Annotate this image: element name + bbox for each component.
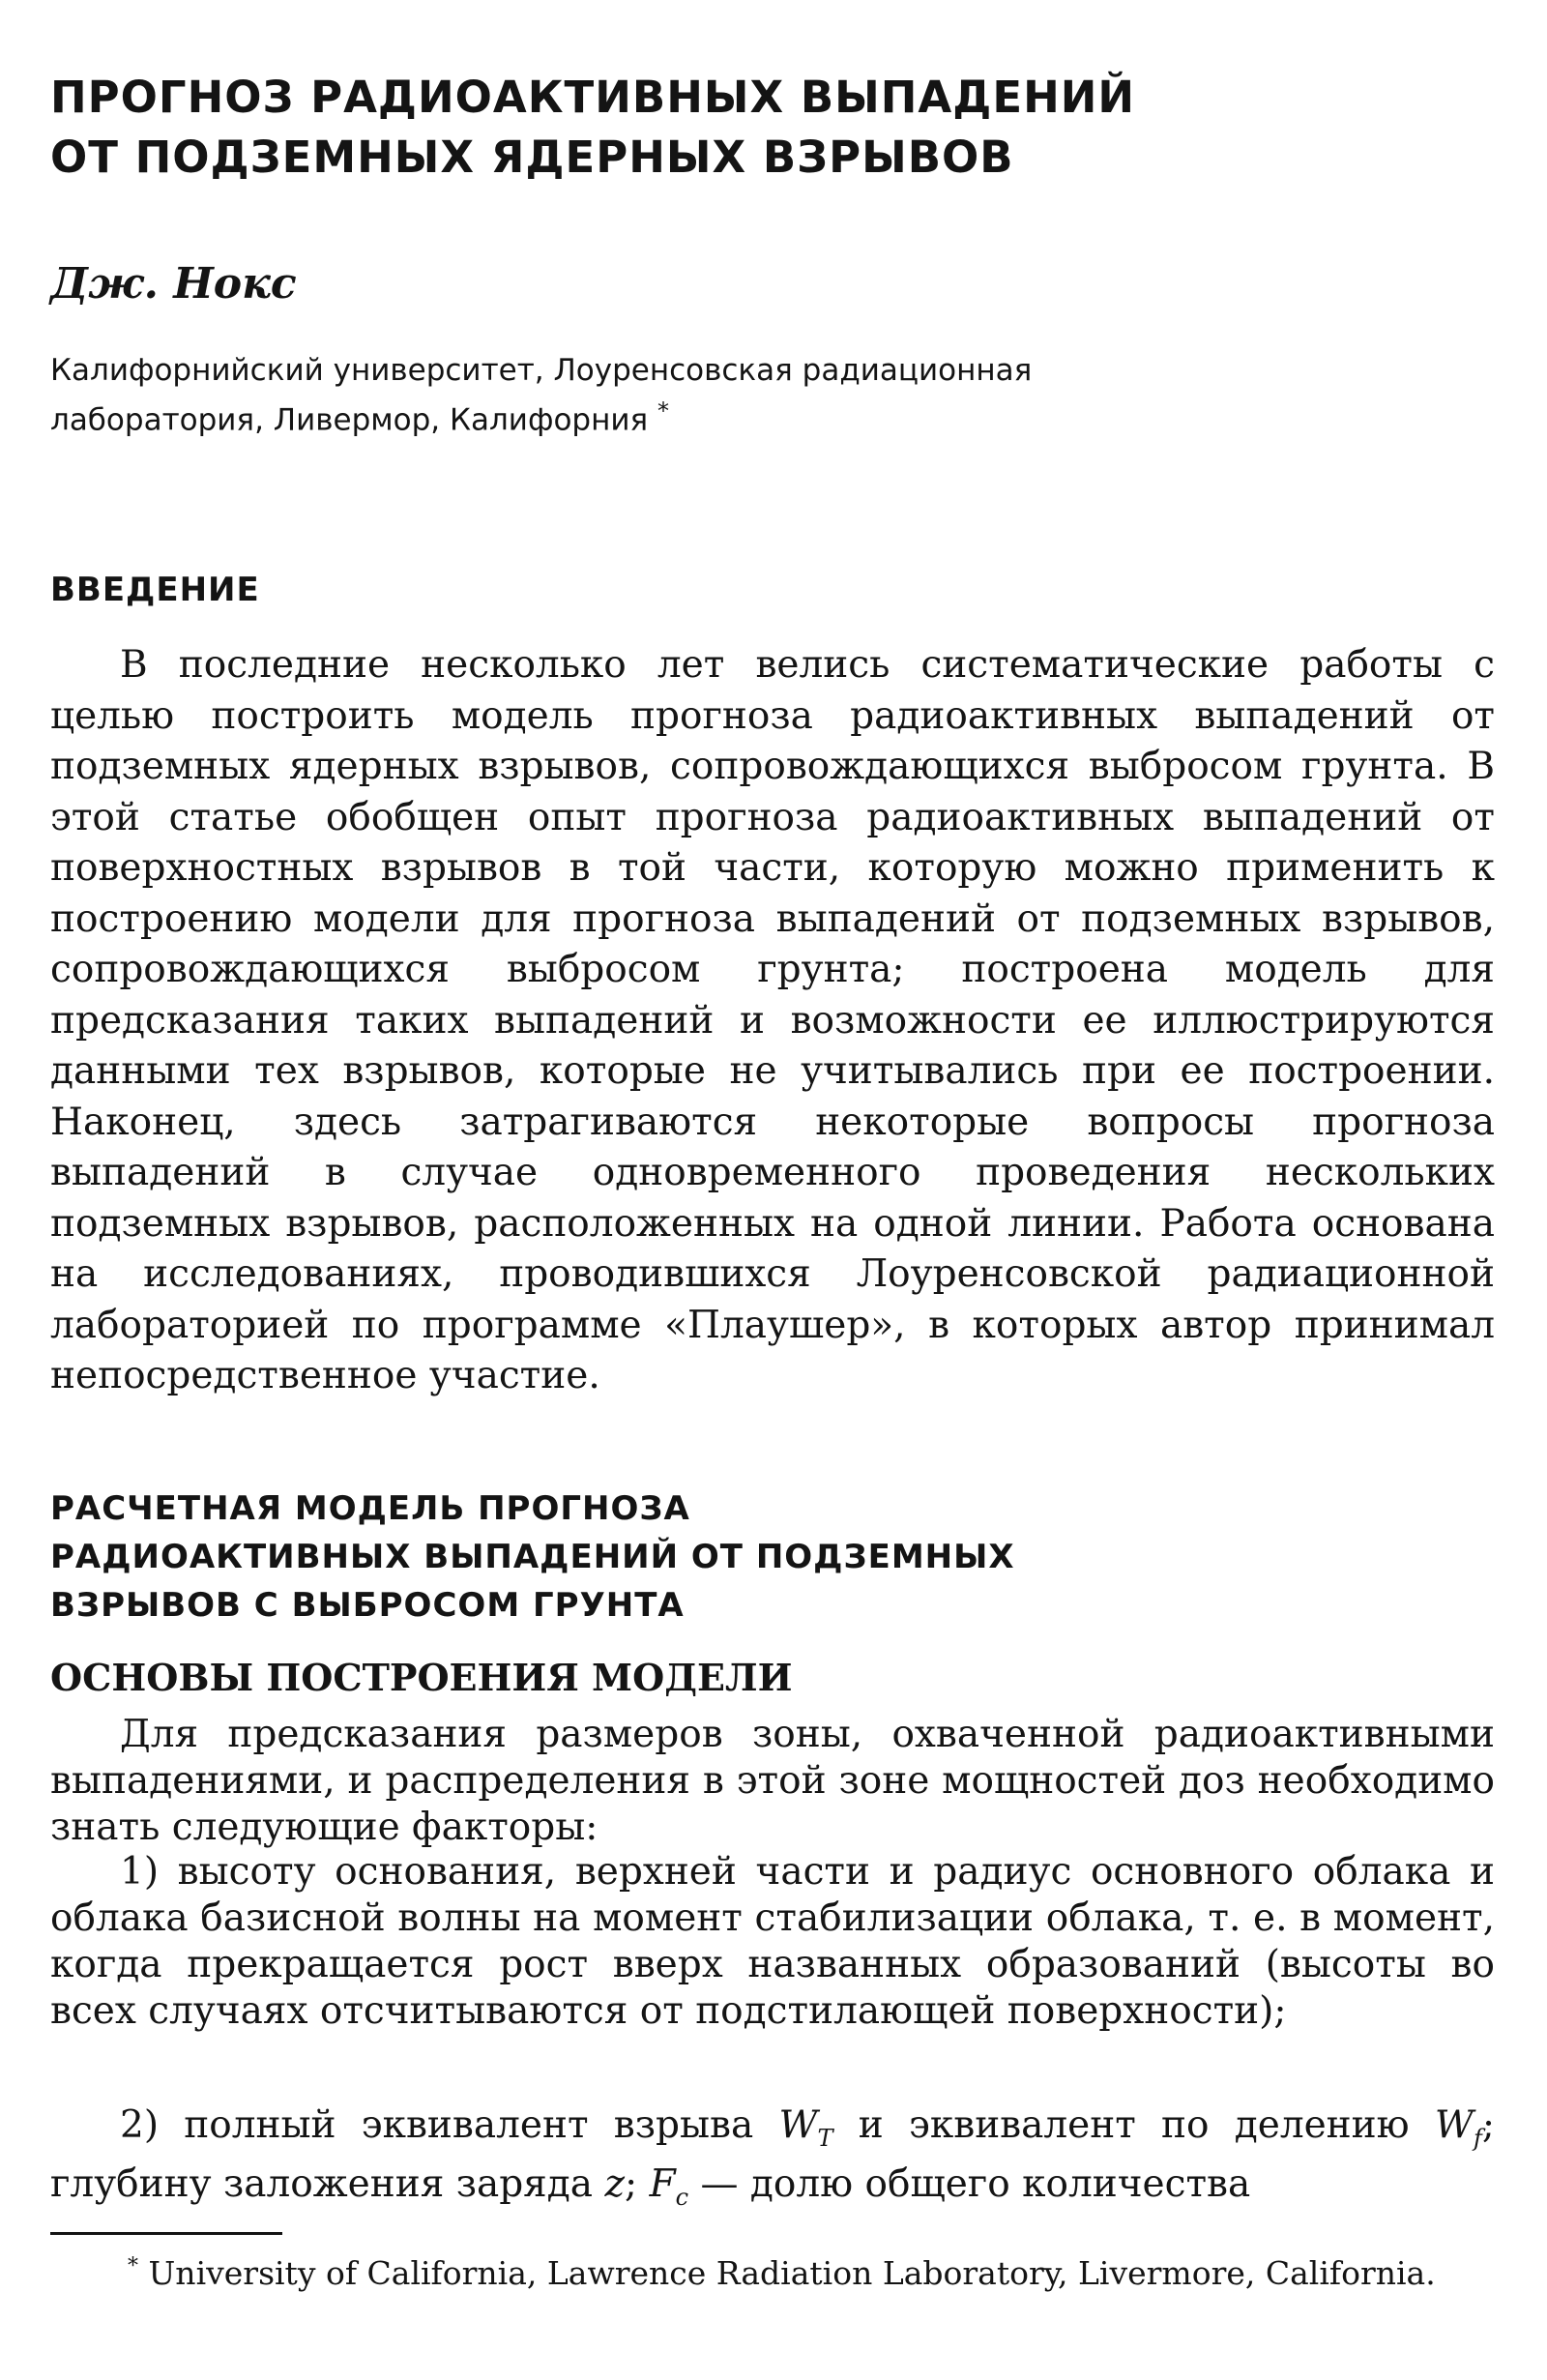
factor-2-text-d: ;	[625, 2161, 638, 2206]
symbol-f-subscript-c: c	[675, 2183, 689, 2211]
symbol-w: W	[1434, 2103, 1474, 2147]
footnote-text: University of California, Lawrence Radiation Laboratory, Livermore, California.	[148, 2254, 1436, 2292]
article-title	[50, 68, 1307, 188]
section-heading-line-2: РАДИОАКТИВНЫХ ВЫПАДЕНИЙ ОТ ПОДЗЕМНЫХ	[50, 1538, 1015, 1576]
section-heading	[50, 1484, 1015, 1630]
footnote	[50, 2246, 1495, 2295]
section-heading-line-1: РАСЧЕТНАЯ МОДЕЛЬ ПРОГНОЗА	[50, 1489, 690, 1528]
factor-2-text-c: ; глубину заложения заряда	[50, 2103, 1495, 2206]
symbol-w-subscript-f: f	[1473, 2124, 1482, 2152]
symbol-z: z	[604, 2161, 626, 2206]
factor-2-text-b: и эквивалент по делению	[858, 2103, 1410, 2147]
symbol-w-subscript-t: T	[817, 2124, 833, 2152]
factors-intro-paragraph: Для предсказания размеров зоны, охваченной радиоактивными выпадениями, и распределения в этой зоне мощностей доз необходимо знать следующие факторы:	[50, 1713, 1495, 1849]
affiliation-footnote-mark: *	[657, 397, 670, 425]
section-heading-line-3: ВЗРЫВОВ С ВЫБРОСОМ ГРУНТА	[50, 1586, 685, 1625]
factor-2-text-e: — долю общего количества	[700, 2161, 1251, 2206]
factor-item-1: 1) высоту основания, верхней части и радиус основного облака и облака базисной волны на момент стабилизации облака, т. е. в момент, когда прекращается рост вверх названных образований (высоты во всех случаях отсчитываются от подстилающей поверхности);	[50, 1850, 1495, 2033]
symbol-w-fission	[1434, 2103, 1482, 2152]
intro-heading: ВВЕДЕНИЕ	[50, 571, 260, 609]
factor-2-text-a: 2) полный эквивалент взрыва	[120, 2103, 754, 2147]
author-affiliation	[50, 350, 1249, 440]
symbol-f-c	[649, 2161, 689, 2211]
subsection-heading: ОСНОВЫ ПОСТРОЕНИЯ МОДЕЛИ	[50, 1656, 793, 1699]
intro-paragraph: В последние несколько лет велись систематические работы с целью построить модель прогноза радиоактивных выпадений от подземных ядерных взрывов, сопровождающихся выбросом грунта. В этой статье обобщен опыт прогноза радиоактивных выпадений от поверхностных взрывов в той части, которую можно применить к построению модели для прогноза выпадений от подземных взрывов, сопровождающихся выбросом грунта; построена модель для предсказания таких выпадений и возможности ее иллюстрируются данными тех взрывов, которые не учитывались при ее построении. Наконец, здесь затрагиваются некоторые вопросы прогноза выпадений в случае одновременного проведения нескольких подземных взрывов, расположенных на одной линии. Работа основана на исследованиях, проводившихся Лоуренсовской радиационной лабораторией по программе «Плаушер», в которых автор принимал непосредственное участие.	[50, 643, 1495, 1397]
factor-item-2	[50, 2102, 1495, 2220]
symbol-w-total	[778, 2103, 833, 2152]
footnote-mark: *	[128, 2254, 138, 2278]
symbol-f: F	[649, 2161, 676, 2206]
factors-list	[50, 1849, 1495, 2211]
symbol-w: W	[778, 2103, 818, 2147]
footnote-rule	[50, 2232, 282, 2235]
author-name: Дж. Нокс	[50, 259, 297, 309]
affiliation-text: Калифорнийский университет, Лоуренсовская радиационная лаборатория, Ливермор, Калифорния	[50, 353, 1033, 438]
title-line-2: ОТ ПОДЗЕМНЫХ ЯДЕРНЫХ ВЗРЫВОВ	[50, 132, 1014, 183]
title-line-1: ПРОГНОЗ РАДИОАКТИВНЫХ ВЫПАДЕНИЙ	[50, 72, 1136, 123]
